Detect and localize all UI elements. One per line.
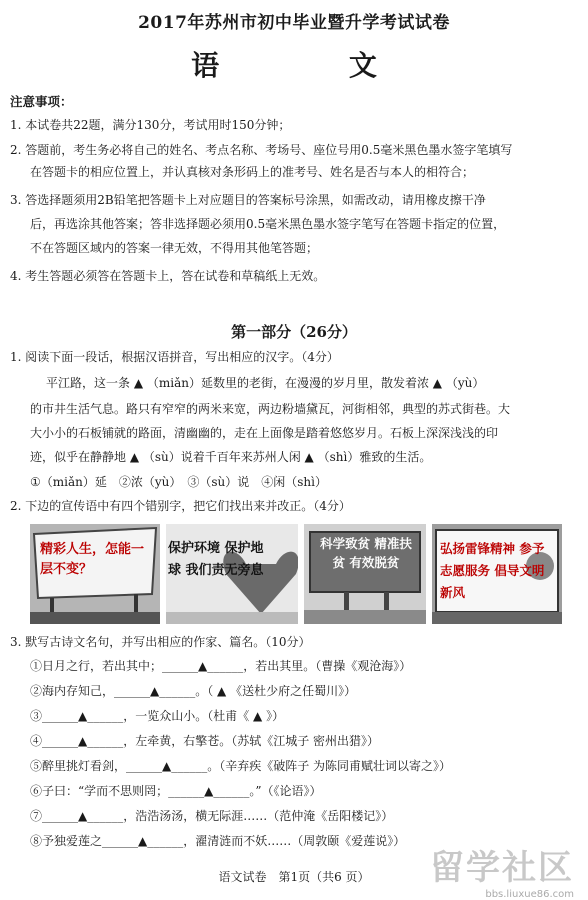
q1-passage-line: 平江路，这一条 ▲ （miǎn）延数里的老街，在漫漫的岁月里，散发着浓 ▲ （yù） bbox=[46, 376, 485, 390]
q3-item: ⑧予独爱莲之______▲______，濯清涟而不妖……（周敦颐《爱莲说》） bbox=[30, 834, 406, 848]
watermark-url: bbs.liuxue86.com bbox=[485, 889, 574, 900]
q3-item: ③______▲______，一览众山小。（杜甫《 ▲ 》） bbox=[30, 709, 285, 723]
q3-item: ⑤醉里挑灯看剑，______▲______。（辛弃疾《破阵子 为陈同甫赋壮词以寄之》） bbox=[30, 759, 452, 773]
slogan-text-4: 弘扬雷锋精神 参予志愿服务 倡导文明新风 bbox=[440, 541, 545, 600]
q1-passage-line: 迹，似乎在静静地 ▲ （sù）说着千百年来苏州人闲 ▲ （shì）雅致的生活。 bbox=[30, 450, 432, 464]
notice-item: 3. 答选择题须用2B铅笔把答题卡上对应题目的答案标号涂黑，如需改动，请用橡皮擦干净 bbox=[10, 193, 486, 207]
q1-passage-line: 大小小的石板铺就的路面，清幽幽的，走在上面像是踏着悠悠岁月。石板上深深浅浅的印 bbox=[30, 426, 499, 440]
q3-item: ②海内存知己，______▲______。（ ▲ 《送杜少府之任蜀川》） bbox=[30, 684, 357, 698]
slogan-text-2: 保护环境 保护地球 我们责无旁息 bbox=[168, 541, 264, 578]
slogan-photo-3 bbox=[304, 524, 426, 624]
section-title: 第一部分（26分） bbox=[231, 323, 357, 341]
notice-item: 在答题卡的相应位置上，并认真核对条形码上的准考号、姓名是否与本人的相符合； bbox=[30, 165, 475, 179]
q3-item: ⑦______▲______，浩浩汤汤，横无际涯……（范仲淹《岳阳楼记》） bbox=[30, 809, 394, 823]
notice-item: 后，再选涂其他答案；答非选择题必须用0.5毫米黑色墨水签字笔写在答题卡指定的位置， bbox=[30, 217, 506, 231]
q3-stem: 3. 默写古诗文名句，并写出相应的作家、篇名。（10分） bbox=[10, 635, 311, 649]
q2-stem: 2. 下边的宣传语中有四个错别字，把它们找出来并改正。（4分） bbox=[10, 499, 351, 513]
slogan-photos bbox=[30, 524, 570, 624]
slogan-photo-1 bbox=[30, 524, 160, 624]
q3-item: ⑥子曰：“学而不思则罔；______▲______。”（《论语》） bbox=[30, 784, 322, 798]
slogan-photo-2 bbox=[166, 524, 298, 624]
notice-heading: 注意事项： bbox=[10, 94, 73, 109]
notice-item: 不在答题区域内的答案一律无效，不得用其他笔答题； bbox=[30, 241, 319, 255]
q1-passage-line: 的市井生活气息。路只有窄窄的两米来宽，两边粉墙黛瓦，河街相邻，典型的苏式街巷。大 bbox=[30, 402, 511, 416]
watermark-logo: 留学社区 bbox=[430, 848, 574, 888]
slogan-text-3: 科学致贫 精准扶贫 有效脱贫 bbox=[320, 536, 412, 570]
q3-item: ④______▲______，左牵黄，右擎苍。（苏轼《江城子 密州出猎》） bbox=[30, 734, 380, 748]
q3-item: ①日月之行，若出其中；______▲______，若出其里。（曹操《观沧海》） bbox=[30, 659, 412, 673]
q1-stem: 1. 阅读下面一段话，根据汉语拼音，写出相应的汉字。（4分） bbox=[10, 350, 339, 364]
subject-title: 语 文 bbox=[191, 49, 437, 82]
notice-item: 1. 本试卷共22题，满分130分，考试用时150分钟； bbox=[10, 118, 291, 132]
page-footer: 语文试卷 第1页（共6 页） bbox=[218, 870, 370, 884]
exam-title: 2017年苏州市初中毕业暨升学考试试卷 bbox=[138, 13, 450, 33]
notice-item: 2. 答题前，考生务必将自己的姓名、考点名称、考场号、座位号用0.5毫米黑色墨水签字笔填写 bbox=[10, 143, 513, 157]
q1-answer-blanks: ①（miǎn）延 ②浓（yù） ③（sù）说 ④闲（shì） bbox=[30, 475, 327, 489]
slogan-text-1: 精彩人生，怎能一层不变？ bbox=[40, 542, 145, 577]
notice-item: 4. 考生答题必须答在答题卡上，答在试卷和草稿纸上无效。 bbox=[10, 269, 326, 283]
watermark bbox=[430, 840, 574, 900]
slogan-photo-4 bbox=[432, 524, 562, 624]
